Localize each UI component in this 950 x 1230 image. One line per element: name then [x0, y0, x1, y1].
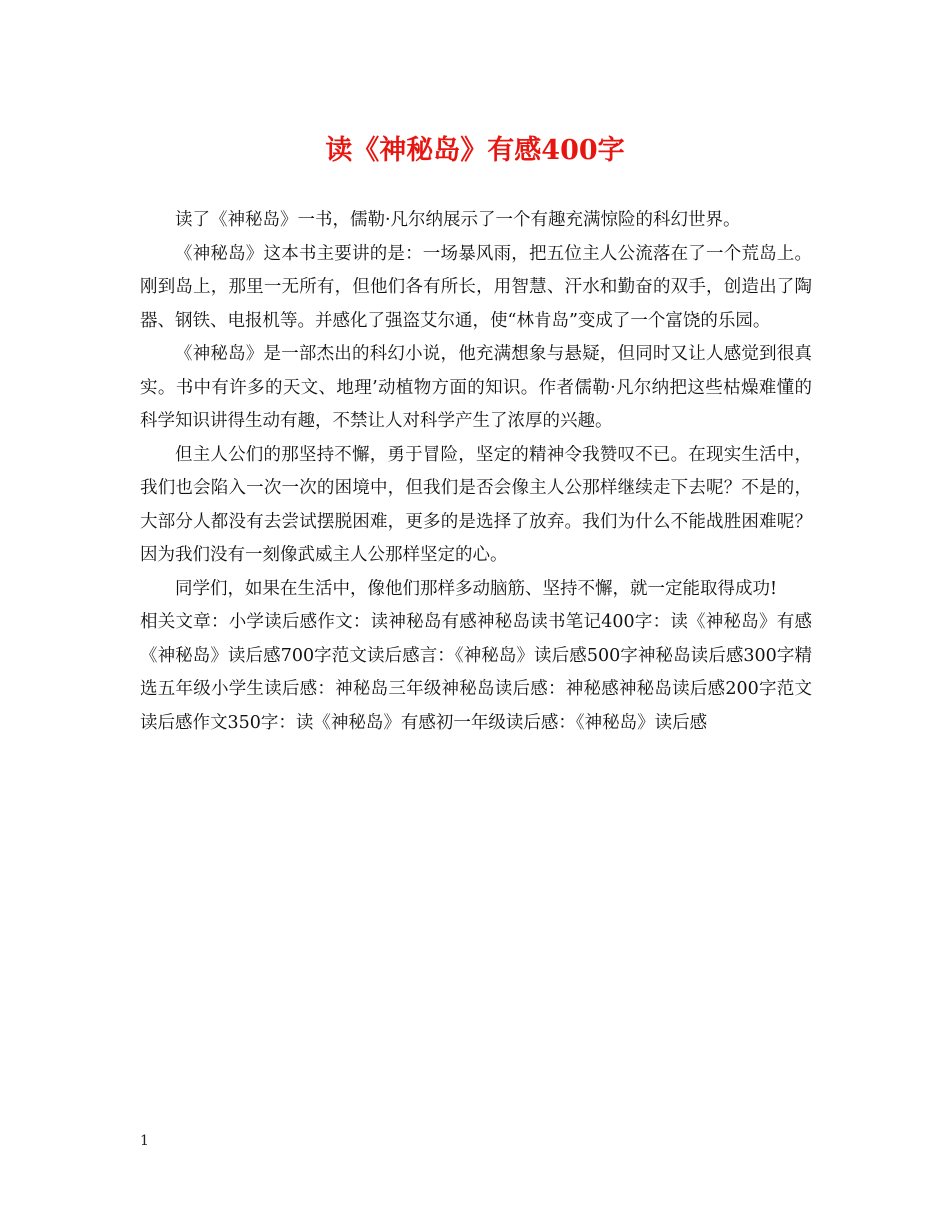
paragraph-1: 读了《神秘岛》一书，儒勒·凡尔纳展示了一个有趣充满惊险的科幻世界。: [175, 210, 741, 230]
paragraph-4: 但主人公们的那坚持不懈，勇于冒险，坚定的精神令我赞叹不已。在现实生活中，我们也会陷入一次一次的困境中，但我们是否会像主人公那样继续走下去呢？不是的，大部分人都没有去尝试摆脱困难，更多的是选择了放弃。我们为什么不能战胜困难呢？因为我们没有一刻像武威主人公那样坚定的心。: [140, 444, 812, 565]
document-body: [140, 204, 812, 740]
paragraph-3: 《神秘岛》是一部杰出的科幻小说，他充满想象与悬疑，但同时又让人感觉到很真实。书中有许多的天文、地理’动植物方面的知识。作者儒勒·凡尔纳把这些枯燥难懂的科学知识讲得生动有趣，不禁让人对科学产生了浓厚的兴趣。: [140, 344, 812, 431]
paragraph-5: 同学们，如果在生活中，像他们那样多动脑筋、坚持不懈，就一定能取得成功!: [175, 578, 778, 599]
related-articles: 相关文章：小学读后感作文：读神秘岛有感神秘岛读书笔记400字：读《神秘岛》有感《神秘岛》读后感700字范文读后感言：《神秘岛》读后感500字神秘岛读后感300字精选五年级小学生读后感：神秘岛三年级神秘岛读后感：神秘感神秘岛读后感200字范文读后感作文350字：读《神秘岛》有感初一年级读后感：《神秘岛》读后感: [140, 612, 812, 733]
page-number: 1: [140, 1133, 149, 1149]
document-title: 读《神秘岛》有感400字: [325, 135, 625, 166]
paragraph-2: 《神秘岛》这本书主要讲的是：一场暴风雨，把五位主人公流落在了一个荒岛上。刚到岛上，那里一无所有，但他们各有所长，用智慧、汗水和勤奋的双手，创造出了陶器、钢铁、电报机等。并感化了强盗艾尔通，使“林肯岛”变成了一个富饶的乐园。: [140, 243, 812, 331]
